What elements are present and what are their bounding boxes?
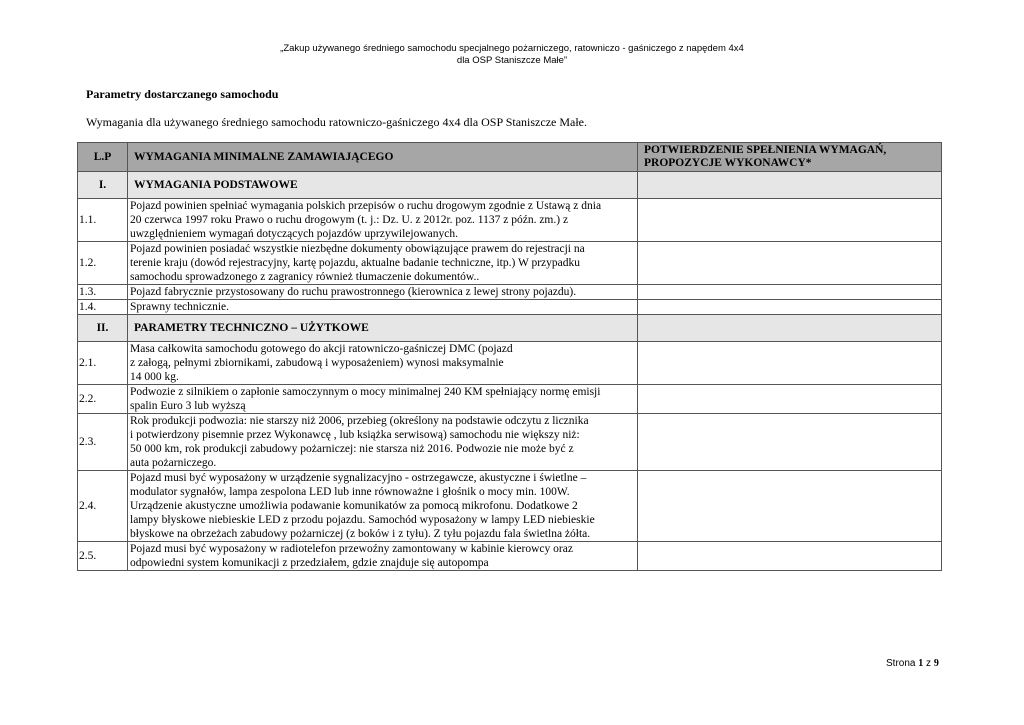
confirmation-cell[interactable] [638, 414, 942, 471]
requirement-line: Pojazd musi być wyposażony w radiotelefon przewoźny zamontowany w kabinie kierowcy oraz [130, 543, 573, 555]
requirement-line: odpowiedni system komunikacji z przedziałem, gdzie znajduje się autopompa [130, 557, 489, 569]
row-requirement [128, 385, 638, 414]
row-requirement [128, 199, 638, 242]
section-title-cell: PARAMETRY TECHNICZNO – UŻYTKOWE [128, 315, 638, 342]
requirement-line: Pojazd powinien spełniać wymagania polskich przepisów o ruchu drogowym zgodnie z Ustawą z dnia [130, 200, 602, 212]
section-title-cell: WYMAGANIA PODSTAWOWE [128, 172, 638, 199]
row-lp: 2.5. [78, 542, 128, 571]
requirement-line: Sprawny technicznie. [130, 301, 229, 313]
row-lp: 1.2. [78, 242, 128, 285]
document-header [0, 43, 1024, 67]
intro-text: Wymagania dla używanego średniego samochodu ratowniczo-gaśniczego 4x4 dla OSP Staniszcze Małe. [86, 115, 588, 129]
confirmation-cell[interactable] [638, 315, 942, 342]
row-requirement [128, 242, 638, 285]
requirement-line: z załogą, pełnymi zbiornikami, zabudową i wyposażeniem) wynosi maksymalnie [130, 357, 504, 369]
row-requirement [128, 471, 638, 542]
row-requirement [128, 414, 638, 471]
row-lp: 1.3. [78, 285, 128, 300]
requirement-line: Pojazd musi być wyposażony w urządzenie sygnalizacyjno - ostrzegawcze, akustyczne i świetlne – [130, 472, 587, 484]
row-lp: 1.4. [78, 300, 128, 315]
table-row [78, 542, 942, 571]
header-line-1: „Zakup używanego średniego samochodu specjalnego pożarniczego, ratowniczo - gaśniczego z napędem 4x4 [280, 43, 744, 54]
requirement-line: uwzględnieniem wymagań dotyczących pojazdów uprzywilejowanych. [130, 228, 458, 240]
requirement-line: błyskowe na obrzeżach zabudowy pożarniczej (z boków i z tyłu). Z tyłu pojazdu fala świetlna żółta. [130, 528, 591, 540]
table-row [78, 342, 942, 385]
confirmation-cell[interactable] [638, 385, 942, 414]
row-requirement [128, 300, 638, 315]
header-requirements: WYMAGANIA MINIMALNE ZAMAWIAJĄCEGO [128, 143, 638, 172]
requirement-line: Pojazd powinien posiadać wszystkie niezbędne dokumenty obowiązujące prawem do rejestracji na [130, 243, 585, 255]
confirmation-cell[interactable] [638, 342, 942, 385]
requirement-line: 50 000 km, rok produkcji zabudowy pożarniczej: nie starsza niż 2016. Podwozie nie może być z [130, 443, 574, 455]
header-confirmation-line-1: POTWIERDZENIE SPEŁNIENIA WYMAGAŃ, [644, 144, 887, 156]
section-lp: II. [78, 315, 128, 342]
confirmation-cell[interactable] [638, 199, 942, 242]
row-requirement [128, 285, 638, 300]
requirement-line: Urządzenie akustyczne umożliwia podawanie komunikatów za pomocą mikrofonu. Dodatkowe 2 [130, 500, 578, 512]
table-row [78, 242, 942, 285]
confirmation-cell[interactable] [638, 285, 942, 300]
confirmation-cell[interactable] [638, 300, 942, 315]
requirements-table [77, 142, 942, 571]
section-row-1 [78, 172, 942, 199]
confirmation-cell[interactable] [638, 242, 942, 285]
requirement-line: Pojazd fabrycznie przystosowany do ruchu prawostronnego (kierownica z lewej strony pojazdu). [130, 286, 577, 298]
requirement-line: lampy błyskowe niebieskie LED z przodu pojazdu. Samochód wyposażony w lampy LED niebieskie [130, 514, 595, 526]
table-row [78, 285, 942, 300]
requirement-line: terenie kraju (dowód rejestracyjny, kartę pojazdu, aktualne badanie techniczne, itp.) W przypadku [130, 257, 581, 269]
requirement-line: 14 000 kg. [130, 371, 179, 383]
requirement-line: spalin Euro 3 lub wyższą [130, 400, 246, 412]
confirmation-cell[interactable] [638, 471, 942, 542]
requirement-line: Podwozie z silnikiem o zapłonie samoczynnym o mocy minimalnej 240 KM spełniający normę emisji [130, 386, 601, 398]
section-lp: I. [78, 172, 128, 199]
requirement-line: Masa całkowita samochodu gotowego do akcji ratowniczo-gaśniczej DMC (pojazd [130, 343, 513, 355]
requirement-line: Rok produkcji podwozia: nie starszy niż 2006, przebieg (określony na podstawie odczytu z licznika [130, 415, 589, 427]
page-footer [886, 658, 939, 669]
footer-label: Strona [886, 658, 916, 669]
row-lp: 2.3. [78, 414, 128, 471]
section-title: Parametry dostarczanego samochodu [86, 87, 279, 101]
requirement-line: i potwierdzony pisemnie przez Wykonawcę , lub książka serwisową) samochodu nie większy niż: [130, 429, 580, 441]
header-line-2: dla OSP Staniszcze Małe” [456, 55, 568, 66]
confirmation-cell[interactable] [638, 542, 942, 571]
row-lp: 1.1. [78, 199, 128, 242]
header-lp: L.P [78, 143, 128, 172]
requirement-line: samochodu sprowadzonego z zagranicy również tłumaczenie dokumentów.. [130, 271, 480, 283]
row-lp: 2.1. [78, 342, 128, 385]
table-header-row [78, 143, 942, 172]
footer-of: z [926, 658, 932, 669]
header-confirmation-line-2: PROPOZYCJE WYKONAWCY* [644, 157, 812, 169]
row-lp: 2.4. [78, 471, 128, 542]
requirement-line: modulator sygnałów, lampa zespolona LED lub inne równoważne i głośnik o mocy min. 100W. [130, 486, 570, 498]
footer-total: 9 [933, 658, 939, 669]
row-requirement [128, 542, 638, 571]
section-row-2 [78, 315, 942, 342]
table-row [78, 385, 942, 414]
row-requirement [128, 342, 638, 385]
row-lp: 2.2. [78, 385, 128, 414]
table-row [78, 199, 942, 242]
table-row [78, 300, 942, 315]
table-row [78, 471, 942, 542]
header-confirmation [638, 143, 942, 172]
table-row [78, 414, 942, 471]
footer-page: 1 [918, 658, 924, 669]
requirement-line: auta pożarniczego. [130, 457, 217, 469]
requirement-line: 20 czerwca 1997 roku Prawo o ruchu drogowym (t. j.: Dz. U. z 2012r. poz. 1137 z późn. zm.) z [130, 214, 569, 226]
confirmation-cell[interactable] [638, 172, 942, 199]
